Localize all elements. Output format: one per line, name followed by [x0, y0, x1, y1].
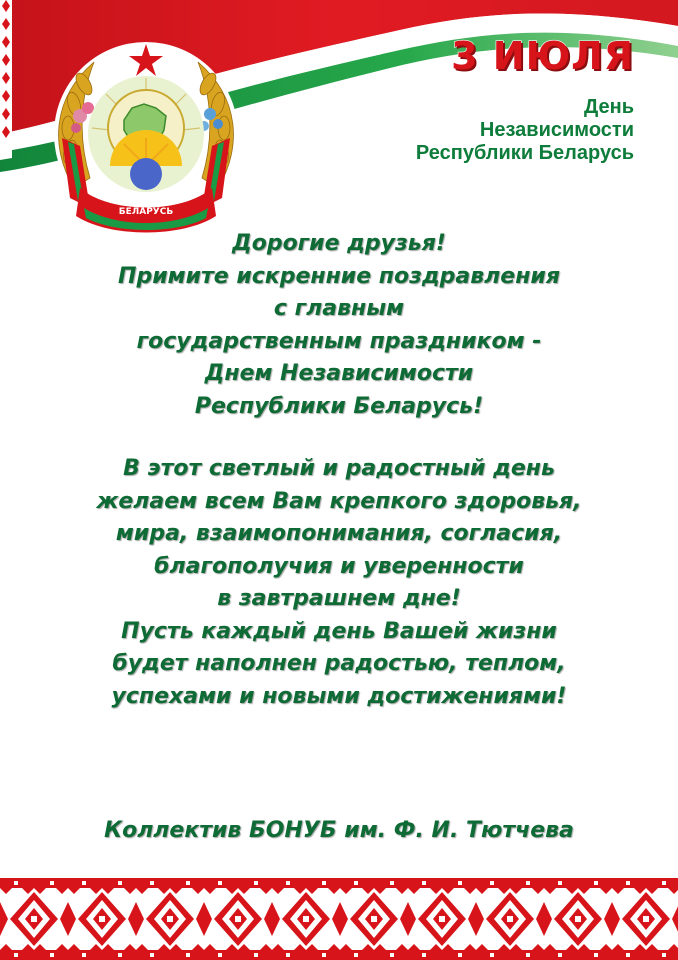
wish-line: желаем всем Вам крепкого здоровья, [96, 488, 582, 514]
belarus-emblem [40, 38, 252, 238]
paragraph-gap [0, 423, 678, 453]
holiday-line: День [584, 96, 634, 118]
greeting-line: с главным [273, 296, 405, 321]
holiday-line: Независимости [479, 119, 634, 141]
wish-line: мира, взаимопонимания, согласия, [115, 521, 563, 546]
date-title: 3 ИЮЛЯ [451, 34, 634, 78]
wish-line: В этот светлый и радостный день [123, 456, 555, 481]
wish-line: в завтрашнем дне! [217, 586, 461, 611]
emblem-ribbon-top-text: РЭСПУБЛІКА [112, 193, 180, 203]
signature: Коллектив БОНУБ им. Ф. И. Тютчева [104, 818, 574, 843]
greeting-line: государственным праздником - [136, 328, 542, 354]
holiday-line: Республики Беларусь [415, 142, 634, 164]
greeting-line: Днем Независимости [204, 361, 474, 386]
holiday-name [416, 96, 634, 165]
wish-line: будет наполнен радостью, теплом, [112, 651, 566, 676]
flag-ornament-stripe [0, 0, 12, 160]
greeting-line: Республики Беларусь! [194, 393, 484, 419]
wish-line: успехами и новыми достижениями! [111, 683, 567, 709]
emblem-ribbon-bottom-text: БЕЛАРУСЬ [118, 207, 174, 217]
greeting-text [0, 228, 678, 713]
wish-line: благополучия и уверенности [154, 553, 524, 579]
greeting-line: Примите искренние поздравления [118, 263, 560, 289]
wish-line: Пусть каждый день Вашей жизни [121, 618, 557, 644]
greeting-line: Дорогие друзья! [232, 231, 446, 256]
folk-ornament-border [0, 878, 678, 960]
